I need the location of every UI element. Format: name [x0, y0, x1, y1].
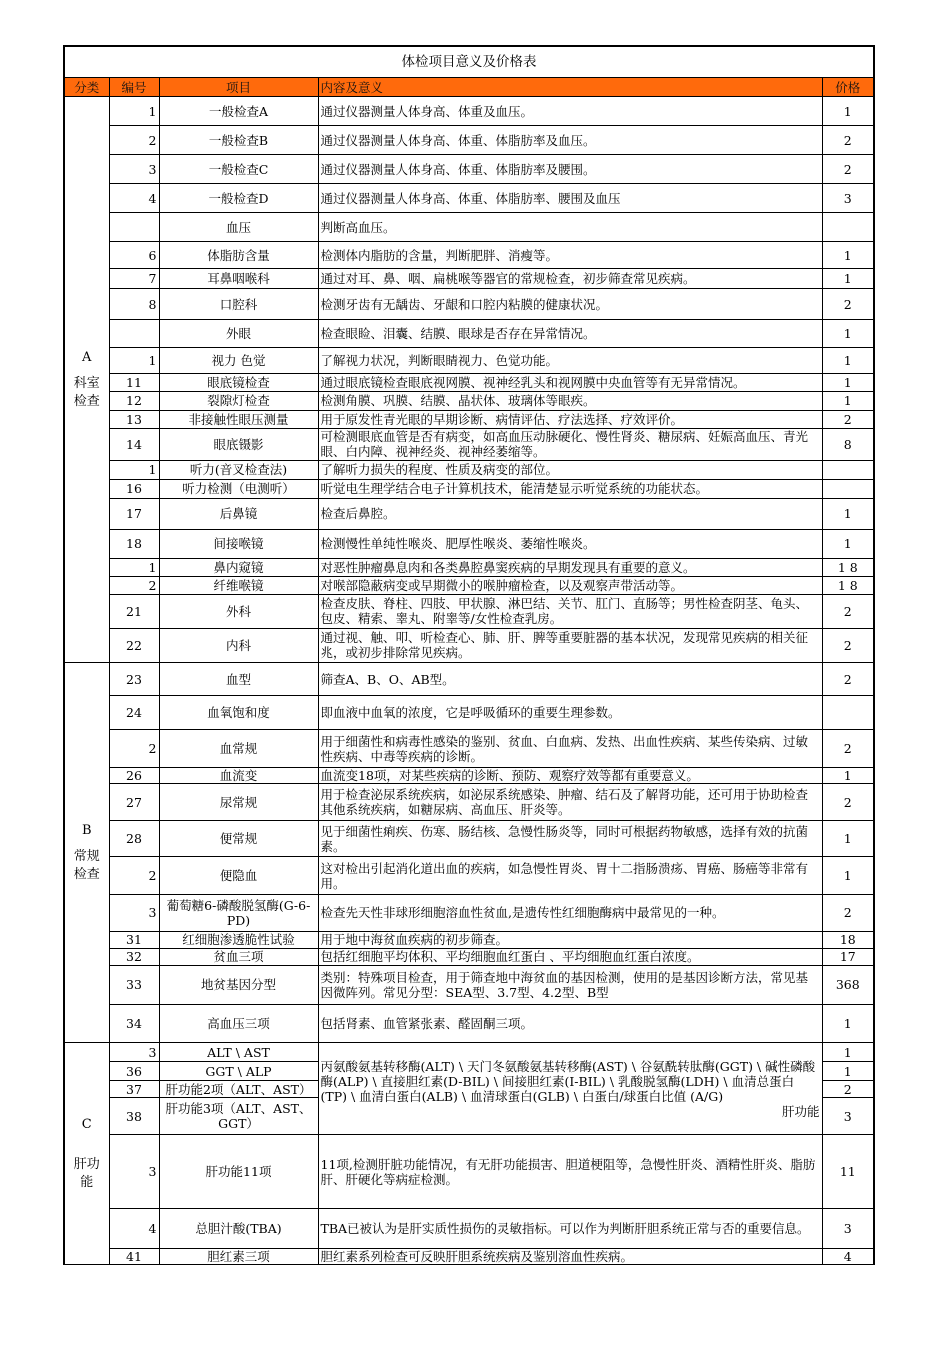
- row-item: 一般检查A: [159, 97, 318, 126]
- row-description: 筛查A、B、O、AB型。: [318, 663, 822, 696]
- row-item: 地贫基因分型: [159, 965, 318, 1004]
- row-number: 26: [109, 768, 159, 784]
- table-row: [64, 289, 874, 320]
- row-description: 通过仪器测量人体身高、体重、体脂肪率、腰围及血压: [318, 184, 822, 213]
- table-row: [64, 213, 874, 242]
- row-description: 检测角膜、巩膜、结膜、晶状体、玻璃体等眼疾。: [318, 392, 822, 410]
- row-price: [822, 213, 874, 242]
- row-description: 包括肾素、血管紧张素、醛固酮三项。: [318, 1004, 822, 1042]
- row-price: 2: [822, 289, 874, 320]
- category-letter: B: [81, 822, 92, 838]
- row-item: 内科: [159, 628, 318, 662]
- row-description: 见于细菌性痢疾、伤寒、肠结核、急慢性肠炎等，同时可根据药物敏感，选择有效的抗菌素。: [318, 821, 822, 857]
- row-description: 听觉电生理学结合电子计算机技术，能清楚显示听觉系统的功能状态。: [318, 479, 822, 498]
- row-number: 1: [109, 460, 159, 479]
- row-number: 33: [109, 965, 159, 1004]
- row-item: 口腔科: [159, 289, 318, 320]
- row-number: 31: [109, 931, 159, 948]
- row-number: [109, 213, 159, 242]
- row-item: 听力(音叉检查法): [159, 460, 318, 479]
- category-name: 能: [80, 1174, 94, 1190]
- page-title: 体检项目意义及价格表: [64, 46, 874, 78]
- row-description: 用于检查泌尿系统疾病，如泌尿系统感染、肿瘤、结石及了解肾功能，还可用于协助检查其他系统疾病，如糖尿病、高血压、肝炎等。: [318, 784, 822, 821]
- row-description: 这对检出引起消化道出血的疾病，如急慢性胃炎、胃十二指肠溃疡、胃癌、肠癌等非常有用。: [318, 857, 822, 894]
- category-name: 检查: [73, 866, 100, 882]
- row-price: 17: [822, 948, 874, 965]
- row-price: 1: [822, 374, 874, 392]
- table-row: [64, 948, 874, 965]
- table-row: [64, 931, 874, 948]
- row-item: 鼻内窥镜: [159, 558, 318, 576]
- category-letter: C: [81, 1116, 92, 1132]
- header-content: 内容及意义: [318, 78, 822, 97]
- row-description: 可检测眼底血管是否有病变，如高血压动脉硬化、慢性肾炎、糖尿病、妊娠高血压、青光眼、白内障、视神经炎、视神经萎缩等。: [318, 428, 822, 460]
- row-price: 1: [822, 348, 874, 374]
- row-number: 8: [109, 289, 159, 320]
- row-price: [822, 696, 874, 730]
- row-description: 对喉部隐蔽病变或早期微小的喉肿瘤检查，以及观察声带活动等。: [318, 576, 822, 594]
- row-description: TBA已被认为是肝实质性损伤的灵敏指标。可以作为判断肝胆系统正常与否的重要信息。: [318, 1208, 822, 1248]
- row-number: 4: [109, 1208, 159, 1248]
- row-item: 红细胞渗透脆性试验: [159, 931, 318, 948]
- row-number: 28: [109, 821, 159, 857]
- row-description: 对恶性肿瘤鼻息肉和各类鼻腔鼻窦疾病的早期发现具有重要的意义。: [318, 558, 822, 576]
- row-item: 外科: [159, 594, 318, 628]
- row-price: 18: [822, 931, 874, 948]
- row-price: 2: [822, 663, 874, 696]
- row-description: 通过对耳、鼻、咽、扁桃喉等器官的常规检查，初步筛查常见疾病。: [318, 269, 822, 289]
- row-item: 贫血三项: [159, 948, 318, 965]
- row-price: 1: [822, 242, 874, 269]
- table-row: [64, 663, 874, 696]
- row-description: 检查皮肤、脊柱、四肢、甲状腺、淋巴结、关节、肛门、直肠等；男性检查阴茎、龟头、包皮、精索、睾丸、附睾等/女性检查乳房。: [318, 594, 822, 628]
- row-description: 通过眼底镜检查眼底视网膜、视神经乳头和视网膜中央血管等有无异常情况。: [318, 374, 822, 392]
- row-price: 1: [822, 1004, 874, 1042]
- row-item: 体脂肪含量: [159, 242, 318, 269]
- row-item: 血型: [159, 663, 318, 696]
- table-row: [64, 576, 874, 594]
- row-price: 1: [822, 392, 874, 410]
- row-description: 检测慢性单纯性喉炎、肥厚性喉炎、萎缩性喉炎。: [318, 529, 822, 558]
- row-number: 21: [109, 594, 159, 628]
- row-price: 1 8: [822, 558, 874, 576]
- header-category: 分类: [64, 78, 109, 97]
- row-price: 2: [822, 155, 874, 184]
- row-item: 外眼: [159, 320, 318, 348]
- row-item: 眼底镊影: [159, 428, 318, 460]
- row-number: 6: [109, 242, 159, 269]
- row-price: 2: [822, 784, 874, 821]
- row-item: 血流变: [159, 768, 318, 784]
- row-number: 4: [109, 184, 159, 213]
- row-price: 368: [822, 965, 874, 1004]
- row-price: 1: [822, 269, 874, 289]
- row-price: [822, 460, 874, 479]
- category-cell: [64, 97, 109, 663]
- row-description: 通过视、触、叩、听检查心、肺、肝、脾等重要脏器的基本状况，发现常见疾病的相关征兆，或初步排除常见疾病。: [318, 628, 822, 662]
- row-price: 1: [822, 1043, 874, 1062]
- row-price: 1: [822, 320, 874, 348]
- row-number: 27: [109, 784, 159, 821]
- row-description: 即血液中血氧的浓度，它是呼吸循环的重要生理参数。: [318, 696, 822, 730]
- row-item: 血氧饱和度: [159, 696, 318, 730]
- category-cell: [64, 663, 109, 1043]
- row-item: 总胆汁酸(TBA): [159, 1208, 318, 1248]
- row-item: 间接喉镜: [159, 529, 318, 558]
- row-price: 2: [822, 410, 874, 428]
- table-row: [64, 269, 874, 289]
- table-row: [64, 1004, 874, 1042]
- row-price: 1: [822, 1062, 874, 1081]
- row-description: 了解视力状况，判断眼睛视力、色觉功能。: [318, 348, 822, 374]
- row-description: 了解听力损失的程度、性质及病变的部位。: [318, 460, 822, 479]
- row-number: 1: [109, 97, 159, 126]
- row-number: 2: [109, 576, 159, 594]
- row-number: 11: [109, 374, 159, 392]
- table-row: [64, 558, 874, 576]
- table-row: [64, 696, 874, 730]
- row-number: 12: [109, 392, 159, 410]
- row-description: 胆红素系列检查可反映肝胆系统疾病及鉴别溶血性疾病。: [318, 1248, 822, 1264]
- row-number: [109, 320, 159, 348]
- row-item: 纤维喉镜: [159, 576, 318, 594]
- table-row: [64, 768, 874, 784]
- row-number: 34: [109, 1004, 159, 1042]
- row-price: 2: [822, 628, 874, 662]
- row-number: 3: [109, 894, 159, 931]
- table-row: [64, 1043, 874, 1062]
- row-price: 8: [822, 428, 874, 460]
- row-number: 16: [109, 479, 159, 498]
- row-item: 高血压三项: [159, 1004, 318, 1042]
- row-price: 2: [822, 1081, 874, 1098]
- row-price: 2: [822, 126, 874, 155]
- row-item: 便常规: [159, 821, 318, 857]
- row-item: 血压: [159, 213, 318, 242]
- row-price: 2: [822, 594, 874, 628]
- price-sheet: [63, 45, 873, 1265]
- row-number: 14: [109, 428, 159, 460]
- row-item: 裂隙灯检查: [159, 392, 318, 410]
- row-number: 1: [109, 348, 159, 374]
- table-row: [64, 1248, 874, 1264]
- table-row: [64, 320, 874, 348]
- row-item: 便隐血: [159, 857, 318, 894]
- row-price: 11: [822, 1135, 874, 1208]
- table-row: [64, 428, 874, 460]
- category-cell: [64, 1043, 109, 1265]
- row-number: 38: [109, 1098, 159, 1135]
- liver-merged-description: 丙氨酸氨基转移酶(ALT) \ 天门冬氨酸氨基转移酶(AST) \ 谷氨酰转肽酶(GGT) \ 碱性磷酸酶(ALP) \ 直接胆红素(D-BIL) \ 间接胆红素(I-BIL) \ 乳酸脱氢酶(LDH) \ 血清总蛋白(TP) \ 血清白蛋白(ALB) \ 血清球蛋白(GLB) \ 白蛋白/球蛋白比值 (A/G): [320, 1058, 816, 1104]
- table-row: [64, 730, 874, 768]
- row-price: 3: [822, 184, 874, 213]
- row-number: 7: [109, 269, 159, 289]
- row-description: 判断高血压。: [318, 213, 822, 242]
- table-row: [64, 348, 874, 374]
- header-price: 价格: [822, 78, 874, 97]
- table-row: [64, 498, 874, 529]
- row-item: 肝功能2项（ALT、AST）: [159, 1081, 318, 1098]
- row-item: 视力 色觉: [159, 348, 318, 374]
- row-item: 一般检查B: [159, 126, 318, 155]
- row-item: 后鼻镜: [159, 498, 318, 529]
- row-price: 1: [822, 97, 874, 126]
- row-description: 检查眼睑、泪囊、结膜、眼球是否存在异常情况。: [318, 320, 822, 348]
- row-number: 3: [109, 1043, 159, 1062]
- row-description: 用于原发性青光眼的早期诊断、病情评估、疗法选择、疗效评价。: [318, 410, 822, 428]
- row-number: 23: [109, 663, 159, 696]
- row-item: 肝功能11项: [159, 1135, 318, 1208]
- row-price: 1: [822, 529, 874, 558]
- table-row: [64, 126, 874, 155]
- row-number: 37: [109, 1081, 159, 1098]
- row-number: 17: [109, 498, 159, 529]
- table-row: [64, 594, 874, 628]
- row-description: 检查后鼻腔。: [318, 498, 822, 529]
- table-row: [64, 965, 874, 1004]
- row-description: 通过仪器测量人体身高、体重、体脂肪率及血压。: [318, 126, 822, 155]
- row-item: 非接触性眼压测量: [159, 410, 318, 428]
- row-number: 2: [109, 857, 159, 894]
- table-row: [64, 784, 874, 821]
- row-item: 胆红素三项: [159, 1248, 318, 1264]
- row-number: 32: [109, 948, 159, 965]
- row-number: 3: [109, 155, 159, 184]
- row-number: 24: [109, 696, 159, 730]
- row-item: 一般检查D: [159, 184, 318, 213]
- table-row: [64, 242, 874, 269]
- table-row: [64, 857, 874, 894]
- row-item: 肝功能3项（ALT、AST、GGT）: [159, 1098, 318, 1135]
- table-row: [64, 1135, 874, 1208]
- row-item: ALT \ AST: [159, 1043, 318, 1062]
- row-item: 血常规: [159, 730, 318, 768]
- row-item: 听力检测（电测听）: [159, 479, 318, 498]
- row-item: GGT \ ALP: [159, 1062, 318, 1081]
- row-description: 检测牙齿有无龋齿、牙龈和口腔内粘膜的健康状况。: [318, 289, 822, 320]
- row-description: 11项,检测肝脏功能情况，有无肝功能损害、胆道梗阻等，急慢性肝炎、酒精性肝炎、脂肪肝、肝硬化等病症检测。: [318, 1135, 822, 1208]
- title-row: [64, 46, 874, 78]
- row-item: 尿常规: [159, 784, 318, 821]
- header-row: [64, 78, 874, 97]
- table-row: [64, 460, 874, 479]
- header-item: 项目: [159, 78, 318, 97]
- table-row: [64, 479, 874, 498]
- row-number: 2: [109, 730, 159, 768]
- row-number: 2: [109, 126, 159, 155]
- table-row: [64, 529, 874, 558]
- category-letter: A: [82, 349, 92, 365]
- row-number: 41: [109, 1248, 159, 1264]
- row-price: 1: [822, 768, 874, 784]
- exam-table: [63, 45, 875, 1265]
- row-price: 1: [822, 857, 874, 894]
- row-number: 22: [109, 628, 159, 662]
- row-description: 通过仪器测量人体身高、体重及血压。: [318, 97, 822, 126]
- row-item: 眼底镜检查: [159, 374, 318, 392]
- row-description: 用于细菌性和病毒性感染的鉴别、贫血、白血病、发热、出血性疾病、某些传染病、过敏性疾病、中毒等疾病的诊断。: [318, 730, 822, 768]
- liver-merged-description-tail: 肝功能: [781, 1103, 820, 1119]
- header-number: 编号: [109, 78, 159, 97]
- row-item: 耳鼻咽喉科: [159, 269, 318, 289]
- row-price: 2: [822, 730, 874, 768]
- row-number: 36: [109, 1062, 159, 1081]
- table-row: [64, 97, 874, 126]
- row-price: 3: [822, 1098, 874, 1135]
- row-description: 包括红细胞平均体积、平均细胞血红蛋白 、平均细胞血红蛋白浓度。: [318, 948, 822, 965]
- row-description: 检查先天性非球形细胞溶血性贫血,是遗传性红细胞酶病中最常见的一种。: [318, 894, 822, 931]
- table-row: [64, 628, 874, 662]
- table-row: [64, 821, 874, 857]
- row-price: 3: [822, 1208, 874, 1248]
- row-item: 一般检查C: [159, 155, 318, 184]
- category-name: 科室: [73, 375, 100, 391]
- table-row: [64, 1208, 874, 1248]
- row-number: 13: [109, 410, 159, 428]
- row-description: [318, 1043, 822, 1135]
- row-price: 1 8: [822, 576, 874, 594]
- table-row: [64, 155, 874, 184]
- row-price: [822, 479, 874, 498]
- table-row: [64, 392, 874, 410]
- row-item: 葡萄糖6-磷酸脱氢酶(G-6-PD): [159, 894, 318, 931]
- table-row: [64, 410, 874, 428]
- row-description: 类别：特殊项目检查，用于筛查地中海贫血的基因检测，使用的是基因诊断方法，常见基因微阵列。常见分型：SEA型、3.7型、4.2型、B型: [318, 965, 822, 1004]
- category-name: 检查: [73, 393, 100, 409]
- row-number: 18: [109, 529, 159, 558]
- category-name: 肝功: [73, 1156, 100, 1172]
- table-row: [64, 894, 874, 931]
- row-description: 检测体内脂肪的含量，判断肥胖、消瘦等。: [318, 242, 822, 269]
- row-description: 血流变18项，对某些疾病的诊断、预防、观察疗效等都有重要意义。: [318, 768, 822, 784]
- row-number: 3: [109, 1135, 159, 1208]
- row-price: 2: [822, 894, 874, 931]
- row-price: 4: [822, 1248, 874, 1264]
- row-price: 1: [822, 821, 874, 857]
- category-name: 常规: [73, 848, 100, 864]
- row-description: 通过仪器测量人体身高、体重、体脂肪率及腰围。: [318, 155, 822, 184]
- row-number: 1: [109, 558, 159, 576]
- row-description: 用于地中海贫血疾病的初步筛查。: [318, 931, 822, 948]
- table-row: [64, 184, 874, 213]
- table-row: [64, 374, 874, 392]
- row-price: 1: [822, 498, 874, 529]
